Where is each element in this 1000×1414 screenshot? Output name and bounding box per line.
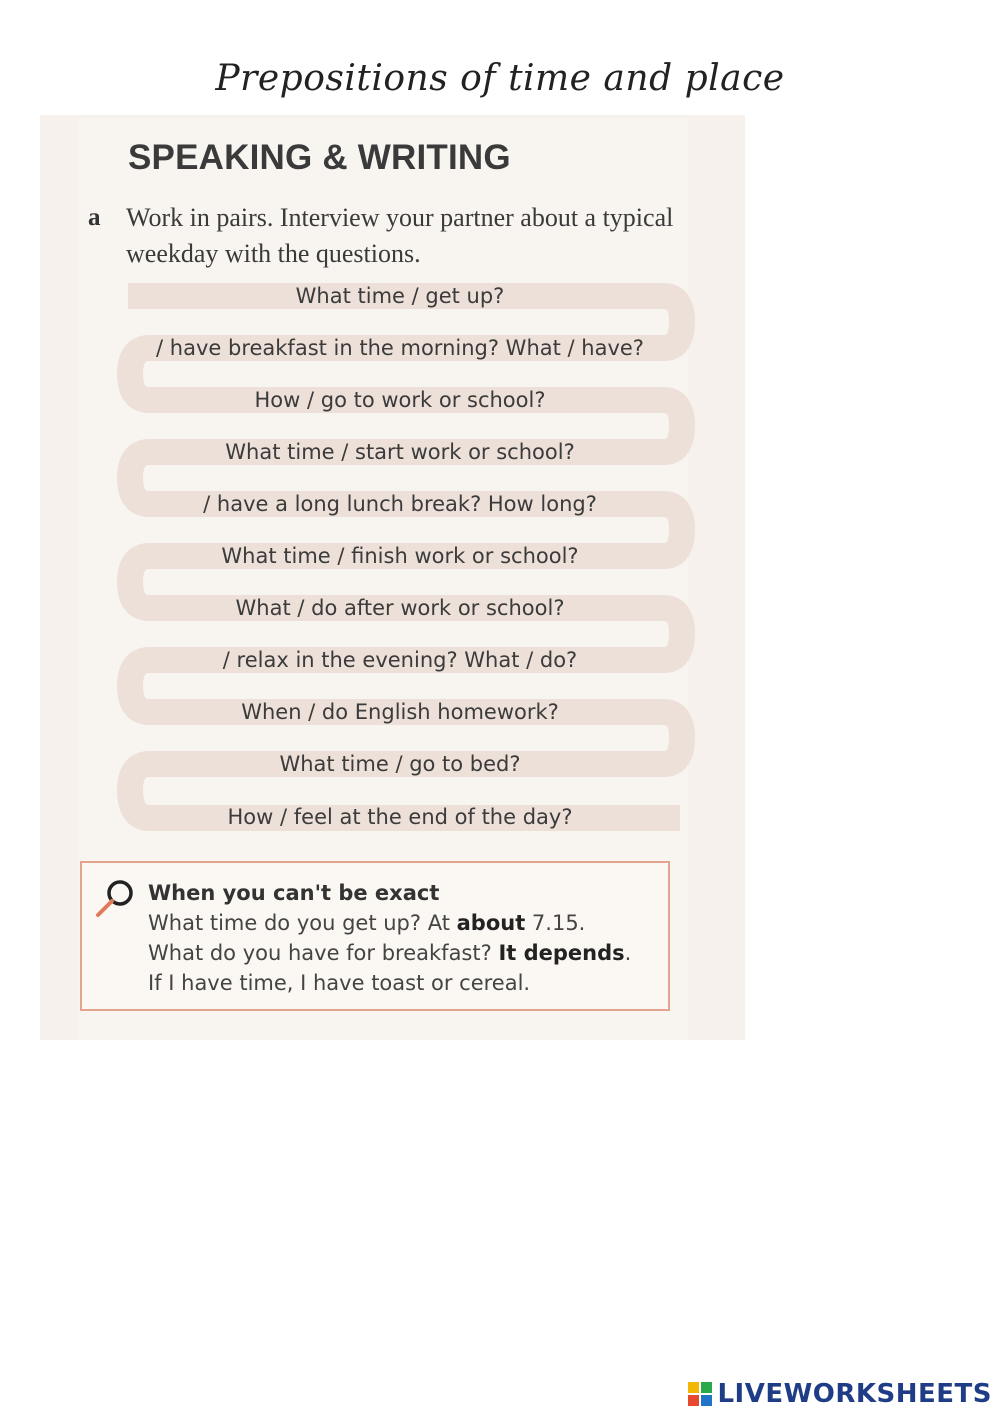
section-heading: SPEAKING & WRITING (128, 138, 511, 177)
tip-line-2: What do you have for breakfast? It depends. (148, 941, 632, 965)
question-8: / relax in the evening? What / do? (222, 648, 578, 672)
liveworksheets-brand: LIVEWORKSHEETS (717, 1379, 992, 1409)
tip-bold-about: about (456, 911, 526, 935)
page-title: Prepositions of time and place (215, 58, 785, 99)
question-6: What time / finish work or school? (221, 544, 579, 568)
question-1: What time / get up? (295, 284, 505, 308)
liveworksheets-logo[interactable] (687, 1378, 992, 1410)
tip-heading: When you can't be exact (148, 881, 440, 905)
task-letter: a (88, 204, 101, 231)
task-instruction: Work in pairs. Interview your partner about a typical weekday with the questions. (126, 203, 674, 268)
question-5: / have a long lunch break? How long? (203, 492, 597, 516)
question-2: / have breakfast in the morning? What / have? (156, 336, 644, 360)
magnifier-icon (92, 875, 140, 923)
question-10: What time / go to bed? (279, 752, 521, 776)
tip-box (80, 861, 670, 1011)
question-9: When / do English homework? (241, 700, 559, 724)
tip-bold-it-depends: It depends (498, 941, 625, 965)
liveworksheets-logo-icon (687, 1381, 713, 1407)
question-3: How / go to work or school? (254, 388, 546, 412)
question-11: How / feel at the end of the day? (227, 805, 573, 829)
question-4: What time / start work or school? (225, 440, 575, 464)
tip-line-3: If I have time, I have toast or cereal. (148, 971, 531, 995)
tip-line-1: What time do you get up? At about 7.15. (148, 911, 586, 935)
question-7: What / do after work or school? (235, 596, 565, 620)
